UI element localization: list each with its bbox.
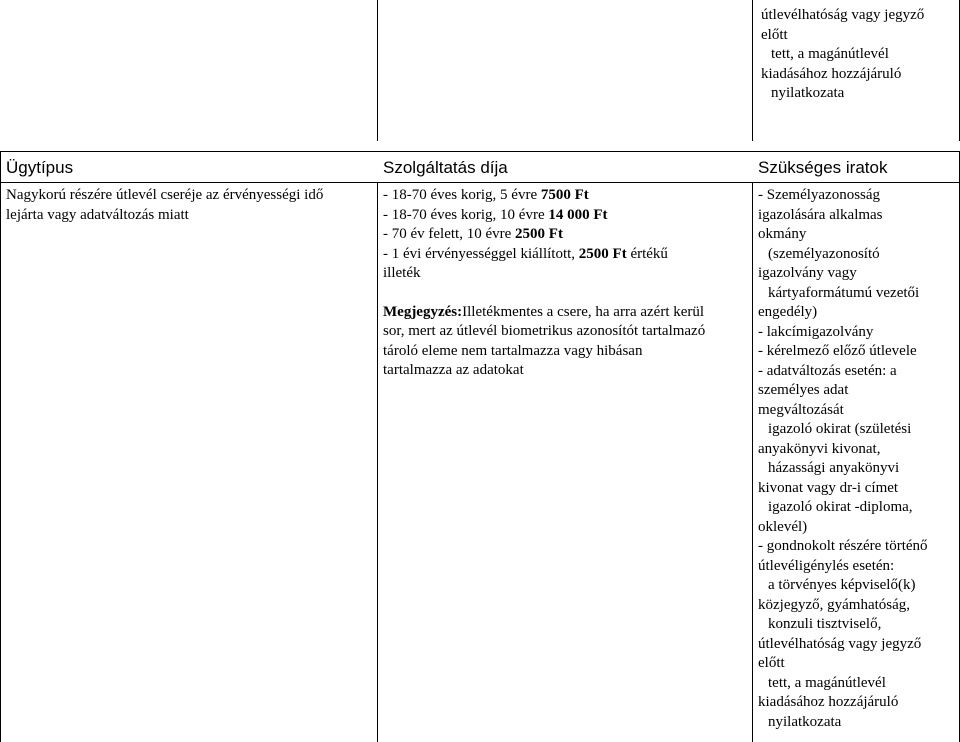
header-docs-label: Szükséges iratok	[758, 158, 888, 177]
docs-line: házassági anyakönyvi	[768, 460, 900, 476]
docs-line: nyilatkozata	[768, 713, 842, 730]
note-line-1	[383, 303, 752, 323]
docs-line: közjegyző, gyámhatóság,	[758, 596, 911, 613]
docs-line: - adatváltozás esetén: a	[758, 362, 897, 379]
docs-line: útlevéligénylés esetén:	[758, 557, 895, 574]
header-fee-label: Szolgáltatás díja	[383, 158, 508, 177]
docs-line: - lakcímigazolvány	[758, 323, 874, 340]
header-type-label: Ügytípus	[6, 158, 74, 177]
note-label: Megjegyzés:	[383, 303, 463, 320]
fee-line-3	[383, 225, 752, 245]
top-docs-line: tett, a magánútlevél	[771, 46, 889, 62]
docs-line: útlevélhatóság vagy jegyző	[758, 635, 922, 652]
type-cell	[0, 183, 378, 742]
docs-line: tett, a magánútlevél	[768, 674, 886, 691]
note-line-4: tartalmazza az adatokat	[383, 362, 524, 378]
top-docs-line: nyilatkozata	[771, 85, 845, 101]
fee-amount: 7500 Ft	[540, 187, 589, 203]
docs-line: a törvényes képviselő(k)	[768, 577, 916, 593]
fee-amount: 2500 Ft	[578, 245, 627, 262]
header-type	[0, 151, 378, 183]
fee-line-5: illeték	[383, 265, 421, 281]
docs-line: kiadásához hozzájáruló	[758, 694, 899, 710]
note-line-3: tároló eleme nem tartalmazza vagy hibásan	[383, 342, 643, 359]
fee-line-1	[383, 186, 752, 206]
note-line-2: sor, mert az útlevél biometrikus azonosítót tartalmazó	[383, 323, 706, 339]
docs-line: konzuli tisztviselő,	[768, 616, 882, 632]
top-docs-continuation	[753, 0, 960, 141]
top-docs-line: kiadásához hozzájáruló	[761, 65, 902, 82]
docs-line: igazoló okirat -diploma,	[768, 499, 913, 515]
note-text: Illetékmentes a csere, ha arra azért kerül	[462, 303, 705, 320]
fee-cell	[378, 183, 753, 742]
type-text-line: Nagykorú részére útlevél cseréje az érvényességi idő	[6, 187, 324, 203]
docs-line: oklevél)	[758, 518, 808, 535]
fee-line-2	[383, 206, 752, 226]
docs-line: igazoló okirat (születési	[768, 421, 912, 437]
spacer	[383, 284, 752, 303]
docs-line: igazolására alkalmas	[758, 206, 883, 223]
docs-cell	[753, 183, 960, 742]
docs-line: engedély)	[758, 304, 818, 320]
docs-line: igazolvány vagy	[758, 265, 857, 281]
fee-text: - 18-70 éves korig, 10 évre	[383, 206, 549, 223]
top-docs-line: előtt	[761, 26, 788, 43]
top-empty-cell-middle	[378, 0, 753, 141]
fee-amount: 2500 Ft	[515, 226, 563, 242]
docs-line: kivonat vagy dr-i címet	[758, 479, 899, 496]
fee-text: - 18-70 éves korig, 5 évre	[383, 187, 541, 203]
docs-line: kártyaformátumú vezetői	[768, 284, 920, 301]
docs-line: anyakönyvi kivonat,	[758, 440, 881, 457]
header-fee	[378, 151, 753, 183]
docs-line: - kérelmező előző útlevele	[758, 343, 917, 359]
docs-line: - gondnokolt részére történő	[758, 538, 928, 554]
docs-line: előtt	[758, 655, 785, 671]
docs-line: okmány	[758, 226, 807, 242]
docs-line: - Személyazonosság	[758, 187, 881, 203]
fee-line-4	[383, 245, 752, 265]
fee-text: - 1 évi érvényességgel kiállított,	[383, 245, 579, 262]
docs-line: (személyazonosító	[768, 245, 880, 262]
docs-line: megváltozását	[758, 401, 844, 418]
docs-line: személyes adat	[758, 382, 849, 398]
header-docs	[753, 151, 960, 183]
type-text-line: lejárta vagy adatváltozás miatt	[6, 206, 189, 223]
fee-amount: 14 000 Ft	[548, 206, 608, 223]
top-empty-cell	[0, 0, 378, 141]
top-docs-line: útlevélhatóság vagy jegyző	[761, 7, 925, 23]
fee-text: - 70 év felett, 10 évre	[383, 226, 516, 242]
fee-text: értékű	[626, 245, 668, 262]
